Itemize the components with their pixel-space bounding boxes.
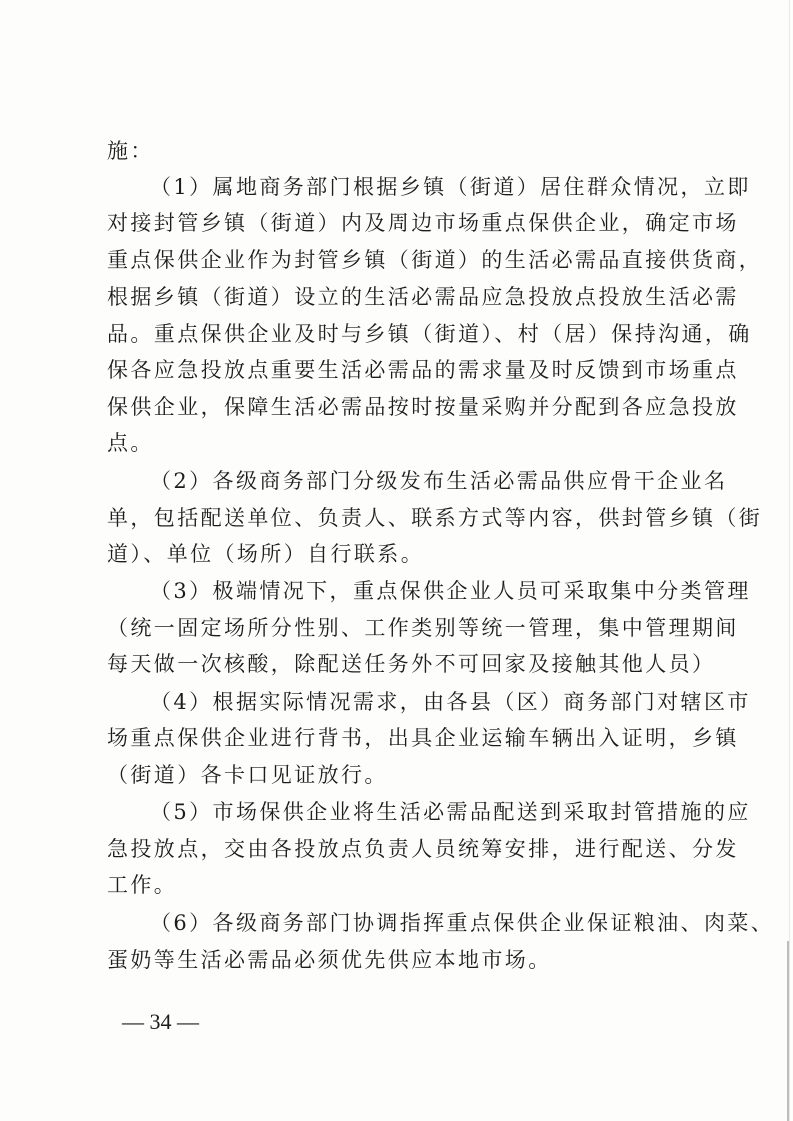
- paragraph-6-line: 蛋奶等生活必需品必须优先供应本地市场。: [107, 948, 552, 972]
- paragraph-1-line: 重点保供企业作为封管乡镇（街道）的生活必需品直接供货商，: [107, 248, 763, 272]
- page-number: — 34 —: [122, 1009, 199, 1034]
- paragraph-2-line: 道）、单位（场所）自行联系。: [107, 542, 425, 566]
- paragraph-2-line: （2）各级商务部门分级发布生活必需品供应骨干企业名: [150, 469, 728, 493]
- paragraph-5-line: （5）市场保供企业将生活必需品配送到采取封管措施的应: [150, 800, 751, 824]
- paragraph-5-line: 工作。: [107, 873, 178, 897]
- paragraph-4-line: 场重点保供企业进行背书，出具企业运输车辆出入证明，乡镇: [107, 726, 739, 750]
- paragraph-2-line: 单，包括配送单位、负责人、联系方式等内容，供封管乡镇（街: [107, 506, 763, 530]
- paragraph-5-line: 急投放点，交由各投放点负责人员统筹安排，进行配送、分发: [107, 837, 739, 861]
- paragraph-1-line: 品。重点保供企业及时与乡镇（街道）、村（居）保持沟通，确: [107, 322, 752, 346]
- paragraph-1-line: 保供企业，保障生活必需品按时按量采购并分配到各应急投放: [107, 395, 739, 419]
- paragraph-1-line: 根据乡镇（街道）设立的生活必需品应急投放点投放生活必需: [107, 285, 739, 309]
- paragraph-3-line: 每天做一次核酸，除配送任务外不可回家及接触其他人员）: [107, 652, 716, 676]
- scan-edge-mark: [787, 941, 789, 1121]
- text-line: 施：: [107, 139, 154, 163]
- paragraph-4-line: （4）根据实际情况需求，由各县（区）商务部门对辖区市: [150, 690, 751, 714]
- paragraph-3-line: （3）极端情况下，重点保供企业人员可采取集中分类管理: [150, 579, 751, 603]
- paragraph-1-line: 对接封管乡镇（街道）内及周边市场重点保供企业，确定市场: [107, 211, 739, 235]
- paragraph-1-line: 保各应急投放点重要生活必需品的需求量及时反馈到市场重点: [107, 358, 739, 382]
- paragraph-1-line: 点。: [107, 431, 154, 455]
- scan-edge-line: [789, 0, 790, 1121]
- paragraph-6-line: （6）各级商务部门协调指挥重点保供企业保证粮油、肉菜、: [150, 911, 775, 935]
- paragraph-4-line: （街道）各卡口见证放行。: [107, 763, 388, 787]
- paragraph-1-line: （1）属地商务部门根据乡镇（街道）居住群众情况，立即: [150, 175, 751, 199]
- paragraph-3-line: （统一固定场所分性别、工作类别等统一管理，集中管理期间: [107, 616, 739, 640]
